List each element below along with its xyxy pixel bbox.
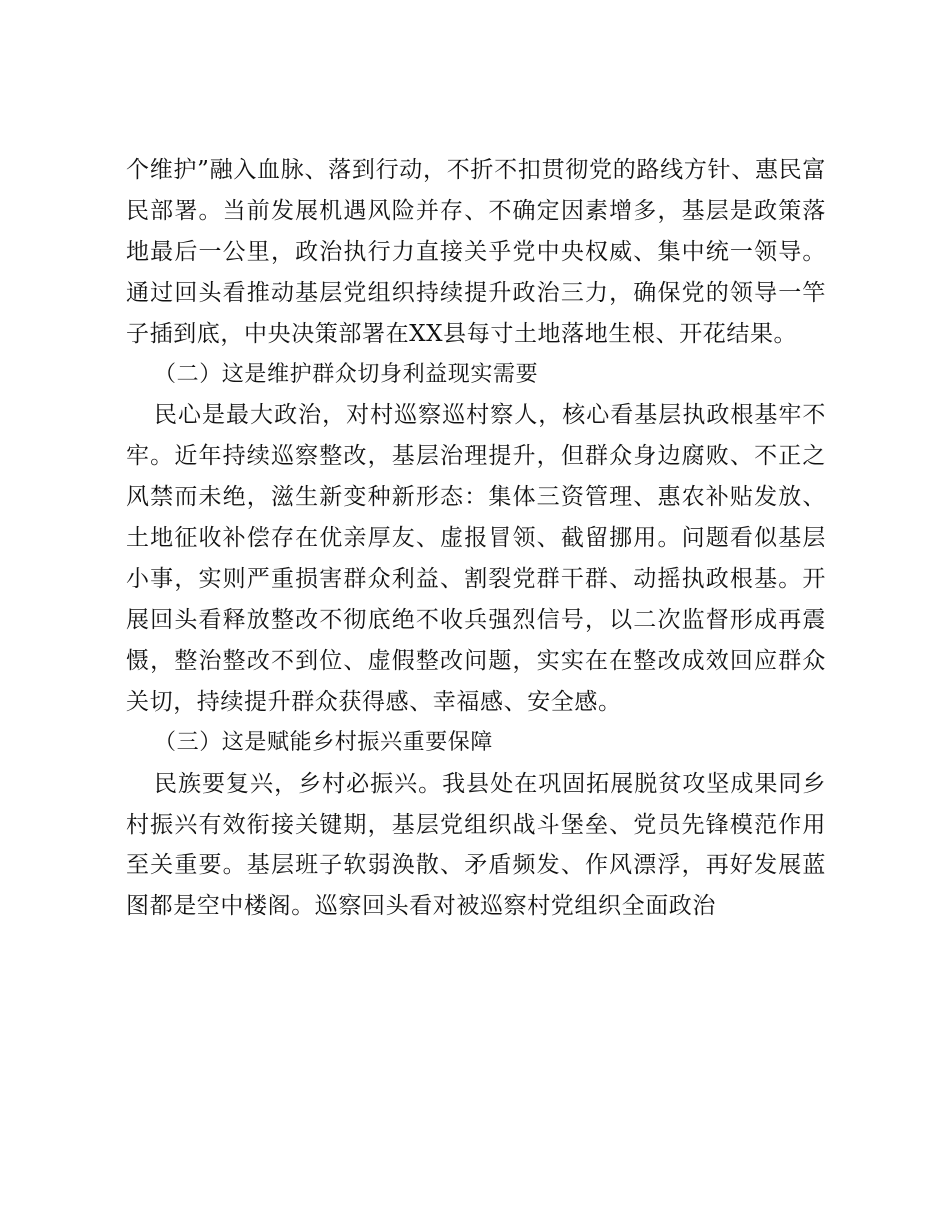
document-body (126, 150, 826, 927)
section-heading-3: （三）这是赋能乡村振兴重要保障 (154, 729, 494, 755)
body-paragraph-2: 民心是最大政治，对村巡察巡村察人，核心看基层执政根基牢不牢。近年持续巡察整改，基层治理提升，但群众身边腐败、不正之风禁而未绝，滋生新变种新形态：集体三资管理、惠农补贴发放、土地征收补偿存在优亲厚友、虚报冒领、截留挪用。问题看似基层小事，实则严重损害群众利益、割裂党群干群、动摇执政根基。开展回头看释放整改不彻底绝不收兵强烈信号，以二次监督形成再震慑，整治整改不到位、虚假整改问题，实实在在整改成效回应群众关切，持续提升群众获得感、幸福感、安全感。 (126, 402, 826, 715)
body-paragraph-continued: 个维护”融入血脉、落到行动，不折不扣贯彻党的路线方针、惠民富民部署。当前发展机遇风险并存、不确定因素增多，基层是政策落地最后一公里，政治执行力直接关乎党中央权威、集中统一领导。通过回头看推动基层党组织持续提升政治三力，确保党的领导一竿子插到底，中央决策部署在XX县每寸土地落地生根、开花结果。 (126, 157, 826, 347)
section-heading-2: （二）这是维护群众切身利益现实需要 (154, 361, 539, 387)
body-paragraph-3: 民族要复兴，乡村必振兴。我县处在巩固拓展脱贫攻坚成果同乡村振兴有效衔接关键期，基层党组织战斗堡垒、党员先锋模范作用至关重要。基层班子软弱涣散、矛盾频发、作风漂浮，再好发展蓝图都是空中楼阁。巡察回头看对被巡察村党组织全面政治 (126, 770, 826, 920)
